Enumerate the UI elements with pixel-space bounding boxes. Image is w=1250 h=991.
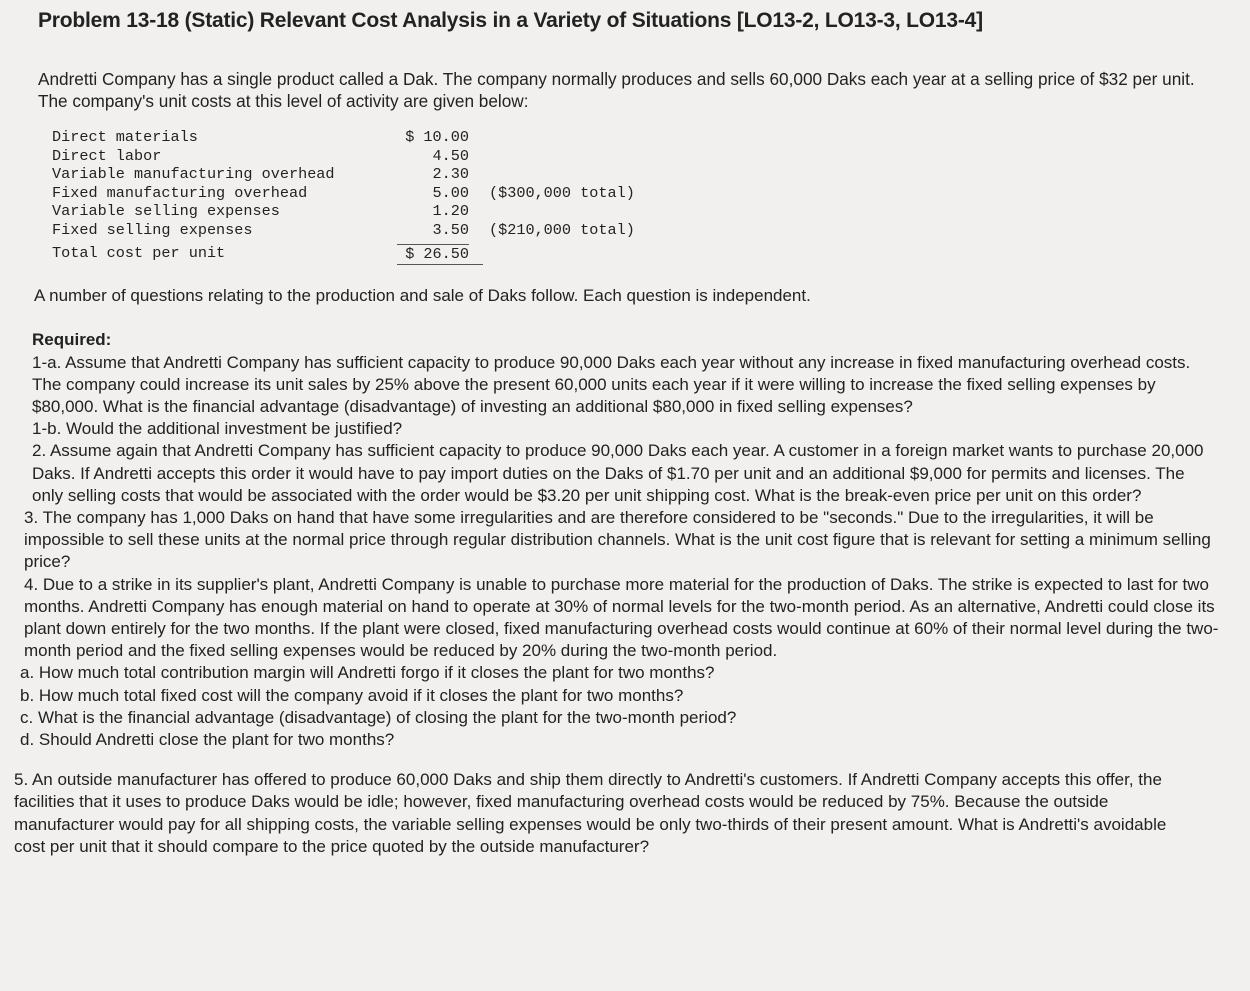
cost-amount: 4.50 xyxy=(432,146,469,165)
cost-label: Variable manufacturing overhead xyxy=(52,165,335,184)
total-amount: $ 26.50 xyxy=(397,244,469,263)
total-label: Total cost per unit xyxy=(52,243,226,262)
total-double-rule xyxy=(397,264,483,265)
question-3: 3. The company has 1,000 Daks on hand that have some irregularities and are therefore considered to be "seconds." Due to the irregularities, it will be impossible to sell these units at the normal price through regular distribution channels. What is the unit cost figure that is relevant for setting a minimum selling price? xyxy=(24,507,1211,572)
question-1a: 1-a. Assume that Andretti Company has sufficient capacity to produce 90,000 Daks each year without any increase in fixed manufacturing overhead costs. The company could increase its unit sales by 25% above the present 60,000 units each year if it were willing to increase the fixed selling expenses by $80,000. What is the financial advantage (disadvantage) of investing an additional $80,000 in fixed selling expenses? xyxy=(32,352,1191,416)
cost-label: Variable selling expenses xyxy=(52,202,280,221)
question-4: 4. Due to a strike in its supplier's plant, Andretti Company is unable to purchase more material for the production of Daks. The strike is expected to last for two months. Andretti Company has enough material on hand to operate at 30% of normal levels for the two-month period. As an alternative, Andretti could close its plant down entirely for the two months. If the plant were closed, fixed manufacturing overhead costs would continue at 60% of their normal level during the two-month period and the fixed selling expenses would be reduced by 20% during the two-month period. xyxy=(24,574,1219,661)
cost-row-fixed-selling xyxy=(52,221,1220,240)
question-1b: 1-b. Would the additional investment be justified? xyxy=(32,419,403,439)
cost-label: Direct materials xyxy=(52,128,198,146)
required-heading: Required: xyxy=(32,330,112,350)
cost-label: Direct labor xyxy=(52,146,162,165)
cost-label: Fixed selling expenses xyxy=(52,220,253,239)
cost-amount: 5.00 xyxy=(432,183,469,202)
cost-row-variable-selling xyxy=(52,202,1220,221)
cost-amount: 3.50 xyxy=(432,220,469,239)
cost-row-variable-mfg-overhead xyxy=(52,165,1220,184)
question-5: 5. An outside manufacturer has offered to produce 60,000 Daks and ship them directly to Andretti's customers. If Andretti Company accepts this offer, the facilities that it uses to produce Daks would be idle; however, fixed manufacturing overhead costs would be reduced by 75%. Because the outside manufacturer would pay for all shipping costs, the variable selling expenses would be only two-thirds of their present amount. What is Andretti's avoidable cost per unit that it should compare to the price quoted by the outside manufacturer? xyxy=(14,770,1167,856)
cost-label: Fixed manufacturing overhead xyxy=(52,183,308,202)
question-4a: a. How much total contribution margin will Andretti forgo if it closes the plant for two months? xyxy=(20,663,715,683)
cost-row-direct-labor xyxy=(52,147,1220,166)
cost-note xyxy=(469,202,489,221)
question-4b: b. How much total fixed cost will the company avoid if it closes the plant for two months? xyxy=(20,685,684,705)
question-4c: c. What is the financial advantage (disadvantage) of closing the plant for the two-month period? xyxy=(20,707,737,727)
question-2: 2. Assume again that Andretti Company has sufficient capacity to produce 90,000 Daks each year. A customer in a foreign market wants to purchase 20,000 Daks. If Andretti accepts this order it would have to pay import duties on the Daks of $1.70 per unit and an additional $9,000 for permits and licenses. The only selling costs that would be associated with the order would be $3.20 per unit shipping cost. What is the break-even price per unit on this order? xyxy=(32,441,1204,505)
cost-row-total xyxy=(52,244,1220,263)
cost-note xyxy=(469,147,489,166)
required-section xyxy=(20,329,1220,751)
intro-paragraph: Andretti Company has a single product called a Dak. The company normally produces and sells 60,000 Daks each year at a selling price of $32 per unit. The company's unit costs at this level of activity are given below: xyxy=(38,69,1195,111)
cost-row-fixed-mfg-overhead xyxy=(52,184,1220,203)
problem-title: Problem 13-18 (Static) Relevant Cost Analysis in a Variety of Situations [LO13-2, LO13-3, LO13-4] xyxy=(38,9,983,32)
cost-note xyxy=(469,165,489,184)
cost-amount: 1.20 xyxy=(432,202,469,221)
cost-note: ($300,000 total) xyxy=(489,183,635,202)
cost-amount: $ 10.00 xyxy=(405,128,469,146)
cost-row-direct-materials xyxy=(52,128,1220,147)
cost-note xyxy=(469,128,489,147)
question-4d: d. Should Andretti close the plant for two months? xyxy=(20,730,395,750)
cost-note: ($210,000 total) xyxy=(489,220,635,239)
cost-amount: 2.30 xyxy=(432,165,469,184)
independent-note: A number of questions relating to the production and sale of Daks follow. Each question is independent. xyxy=(34,286,811,306)
unit-cost-table xyxy=(52,128,1220,265)
